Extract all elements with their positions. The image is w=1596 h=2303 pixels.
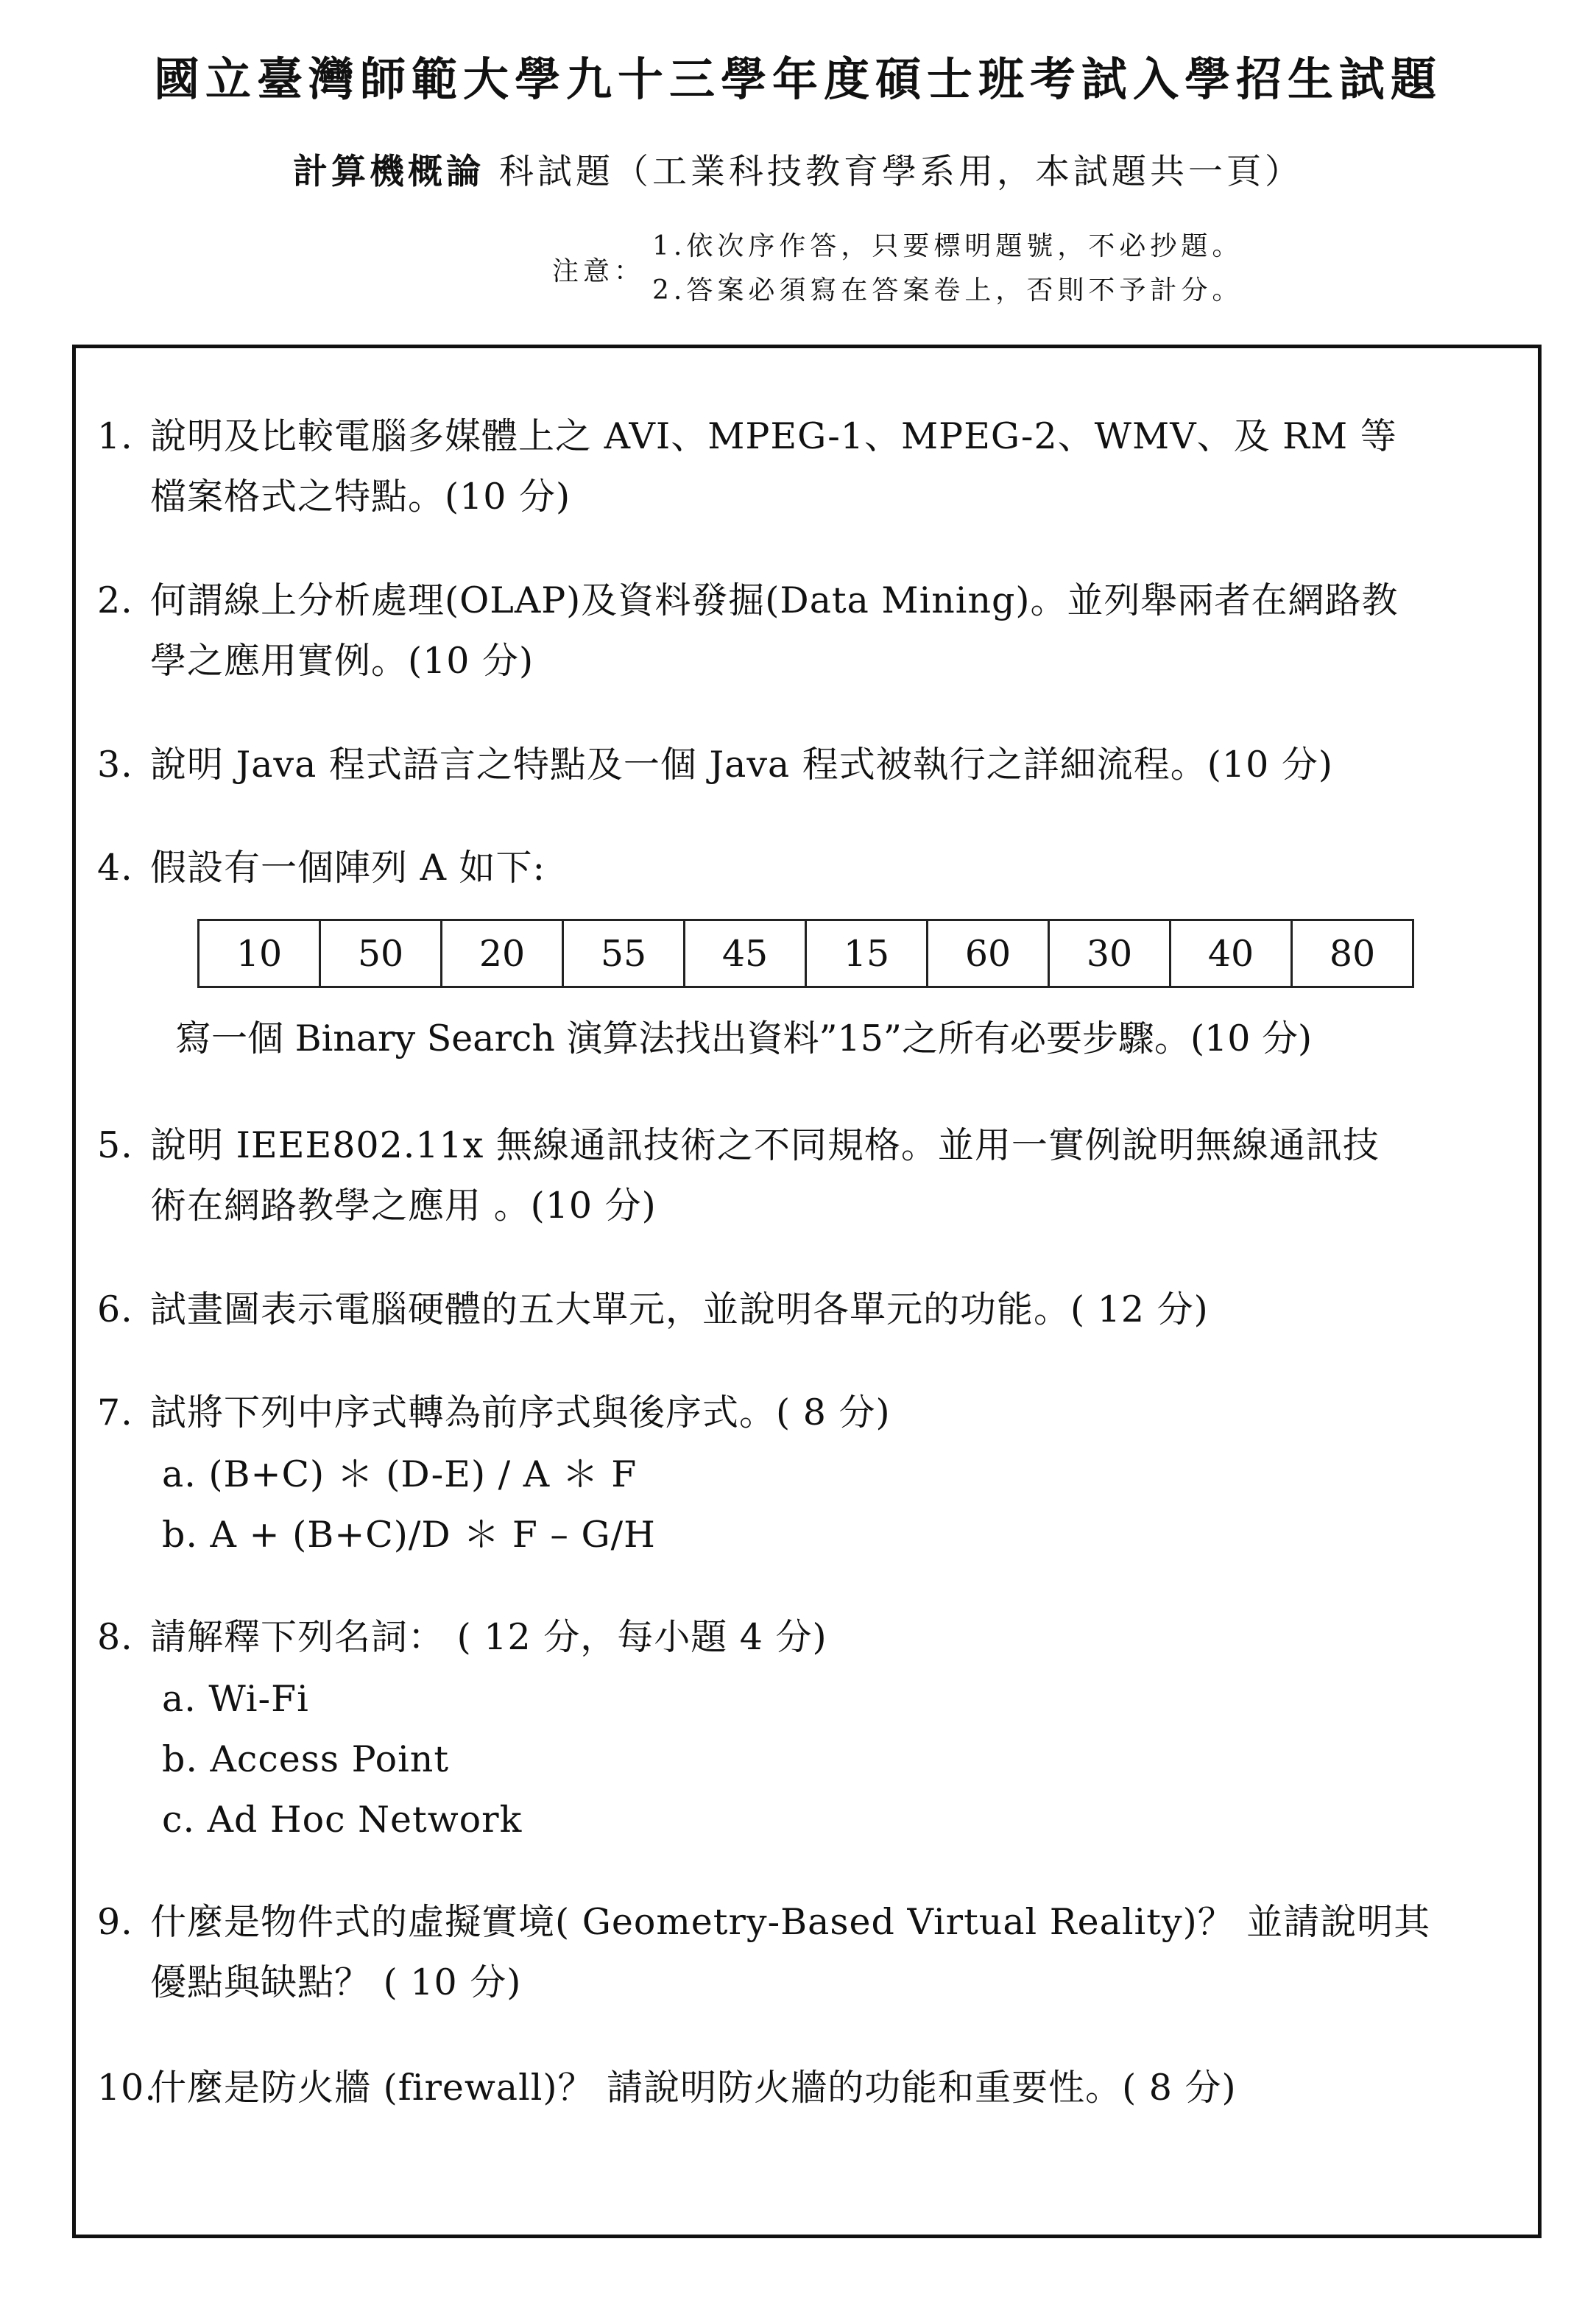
question-number: 7. xyxy=(97,1392,133,1433)
course-name: 計算機概論 xyxy=(293,152,485,192)
question-text: 說明 IEEE802.11x 無線通訊技術之不同規格。並用一實例說明無線通訊技 xyxy=(150,1124,1380,1166)
question-number: 1. xyxy=(97,415,133,457)
question-text: 寫一個 Binary Search 演算法找出資料”15”之所有必要步驟。(10 分) xyxy=(175,1018,1313,1059)
sub-question: a. Wi-Fi xyxy=(162,1678,309,1720)
array-cell: 15 xyxy=(806,920,928,987)
array-a-table xyxy=(197,919,1414,988)
question-number: 4. xyxy=(97,847,133,889)
question-text: 說明 Java 程式語言之特點及一個 Java 程式被執行之詳細流程。(10 分) xyxy=(150,744,1333,786)
array-cell: 55 xyxy=(563,920,685,987)
question-6 xyxy=(97,1280,1533,1340)
notice-item: 2.答案必須寫在答案卷上，否則不予計分。 xyxy=(652,275,1243,306)
question-number: 3. xyxy=(97,744,133,786)
exam-title: 國立臺灣師範大學九十三學年度碩士班考試入學招生試題 xyxy=(153,52,1442,106)
question-number: 2. xyxy=(97,579,133,621)
array-cell: 20 xyxy=(442,920,563,987)
question-number: 6. xyxy=(97,1288,133,1330)
question-3 xyxy=(97,735,1533,795)
array-cell: 50 xyxy=(320,920,442,987)
array-cell: 10 xyxy=(199,920,320,987)
notice-item: 1.依次序作答，只要標明題號，不必抄題。 xyxy=(652,231,1243,261)
question-number: 10. xyxy=(97,2067,157,2109)
question-10 xyxy=(97,2058,1533,2118)
sub-question: a. (B+C) ＊ (D-E) / A ＊ F xyxy=(162,1453,638,1495)
notice-items xyxy=(652,225,1243,313)
notice-label: 注意： xyxy=(552,255,646,286)
sub-question: b. Access Point xyxy=(162,1738,450,1780)
array-cell: 60 xyxy=(928,920,1049,987)
question-7 xyxy=(97,1383,1533,1565)
question-text: 檔案格式之特點。(10 分) xyxy=(150,476,571,518)
array-cell: 45 xyxy=(685,920,806,987)
question-2 xyxy=(97,571,1533,691)
question-text: 試將下列中序式轉為前序式與後序式。( 8 分) xyxy=(150,1392,891,1433)
question-text: 什麼是物件式的虛擬實境( Geometry-Based Virtual Reality)？ 並請說明其 xyxy=(150,1901,1431,1943)
notice xyxy=(552,225,1243,313)
question-5 xyxy=(97,1115,1533,1236)
question-text: 假設有一個陣列 A 如下: xyxy=(150,847,546,889)
question-9 xyxy=(97,1892,1533,2013)
question-text: 說明及比較電腦多媒體上之 AVI、MPEG-1、MPEG-2、WMV、及 RM 等 xyxy=(150,415,1397,457)
question-number: 5. xyxy=(97,1124,133,1166)
subtitle-rest: 科試題（工業科技教育學系用，本試題共一頁） xyxy=(484,152,1303,192)
question-number: 9. xyxy=(97,1901,133,1943)
question-text: 學之應用實例。(10 分) xyxy=(150,640,534,682)
question-1 xyxy=(97,406,1533,527)
question-4 xyxy=(97,838,1533,898)
array-cell: 30 xyxy=(1049,920,1170,987)
question-text: 什麼是防火牆 (firewall)？ 請說明防火牆的功能和重要性。( 8 分) xyxy=(150,2067,1237,2109)
sub-question: c. Ad Hoc Network xyxy=(162,1799,523,1841)
exam-subtitle xyxy=(0,144,1596,194)
sub-question: b. A + (B+C)/D ＊ F – G/H xyxy=(162,1514,656,1556)
question-number: 8. xyxy=(97,1616,133,1658)
array-row xyxy=(199,920,1413,987)
array-cell: 40 xyxy=(1170,920,1292,987)
question-text: 優點與缺點？ ( 10 分) xyxy=(150,1961,522,2003)
question-text: 術在網路教學之應用 。(10 分) xyxy=(150,1185,657,1227)
array-cell: 80 xyxy=(1292,920,1413,987)
question-text: 請解釋下列名詞： ( 12 分，每小題 4 分) xyxy=(150,1616,827,1658)
question-text: 試畫圖表示電腦硬體的五大單元，並說明各單元的功能。( 12 分) xyxy=(150,1288,1209,1330)
question-8 xyxy=(97,1607,1533,1850)
question-text: 何謂線上分析處理(OLAP)及資料發掘(Data Mining)。並列舉兩者在網路教 xyxy=(150,579,1399,621)
